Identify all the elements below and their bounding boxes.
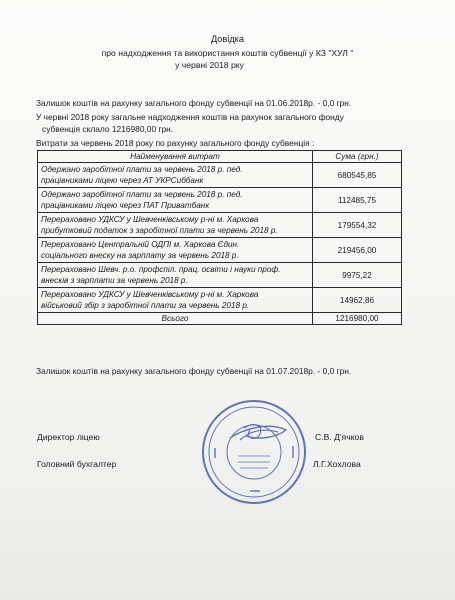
expense-sum: 14962,86 <box>313 288 402 313</box>
table-row <box>38 163 402 188</box>
doc-title: Довідка <box>210 34 245 44</box>
table-row <box>38 263 402 288</box>
expense-name <box>38 238 313 263</box>
table-header-row <box>38 151 402 163</box>
expense-name-line-2: прибутковий податок з заробітної плати за червень 2018 р. <box>41 226 278 235</box>
table-row <box>38 188 402 213</box>
expenses-intro: Витрати за червень 2018 року по рахунку загального фонду субвенція : <box>36 138 315 148</box>
expense-name-line-2: соціального внеску на зарплату за червень 2018 р. <box>41 251 239 260</box>
expense-name-line-2: військовий збір з заробітної плати за червень 2018 р. <box>41 301 250 310</box>
total-sum: 1216980,00 <box>313 313 402 325</box>
expense-sum: 112485,75 <box>313 188 402 213</box>
expense-name <box>38 188 313 213</box>
expense-name-line-1: Перераховано Шевч. р.о. профспіл. прац. освіти і науки проф. <box>41 265 281 274</box>
expense-name-line-1: Одержано заробітної плати за червень 2018 р. пед. <box>41 165 243 174</box>
expense-name-line-2: внесків з зарплати за червень 2018 р. <box>41 276 188 285</box>
table-row <box>38 238 402 263</box>
expense-name <box>38 288 313 313</box>
expense-sum: 219456,00 <box>313 238 402 263</box>
expense-name <box>38 163 313 188</box>
expense-name <box>38 263 313 288</box>
official-stamp-icon <box>200 398 308 506</box>
receipt-line-2: субвенція склало 1216980,00 грн. <box>42 124 174 134</box>
table-total-row <box>38 313 402 325</box>
balance-start: Залишок коштів на рахунку загального фонду субвенції на 01.06.2018р. - 0,0 грн. <box>36 98 352 108</box>
balance-end: Залишок коштів на рахунку загального фонду субвенції на 01.07.2018р. - 0,0 грн. <box>36 366 352 376</box>
accountant-name: Л.Г.Хохлова <box>313 459 361 469</box>
expense-sum: 179554,32 <box>313 213 402 238</box>
director-name: С.В. Д'ячков <box>315 432 364 442</box>
accountant-label: Головний бухгалтер <box>37 459 117 469</box>
expense-name-line-2: працівниками ліцею через АТ УКРСиббанк <box>41 176 204 185</box>
expense-sum: 9975,22 <box>313 263 402 288</box>
expense-name <box>38 213 313 238</box>
col-header-name: Найменування витрат <box>38 151 313 163</box>
col-header-sum: Сума (грн.) <box>313 151 402 163</box>
expense-name-line-2: працівниками ліцею через ПАТ Приватбанк <box>41 201 210 210</box>
table-row <box>38 213 402 238</box>
expense-name-line-1: Перераховано УДКСУ у Шевченківському р-ні м. Харкова <box>41 215 259 224</box>
expense-name-line-1: Перераховано УДКСУ у Шевченківському р-ні м. Харкова <box>41 290 259 299</box>
expense-name-line-1: Одержано заробітної плати за червень 2018 р. пед. <box>41 190 243 199</box>
expense-name-line-1: Перераховано Центральній ОДПІ м. Харкова Єдин. <box>41 240 240 249</box>
doc-subtitle-2: у червні 2018 рку <box>175 60 244 70</box>
table-row <box>38 288 402 313</box>
expense-sum: 680545,85 <box>313 163 402 188</box>
director-label: Директор ліцею <box>37 432 100 442</box>
doc-subtitle-1: про надходження та використання коштів субвенції у КЗ "ХУЛ " <box>101 48 354 58</box>
total-label: Всього <box>38 313 313 325</box>
receipt-line-1: У червні 2018 року загальне надходження коштів на рахунок загального фонду <box>36 112 344 122</box>
expenses-table <box>37 150 402 325</box>
